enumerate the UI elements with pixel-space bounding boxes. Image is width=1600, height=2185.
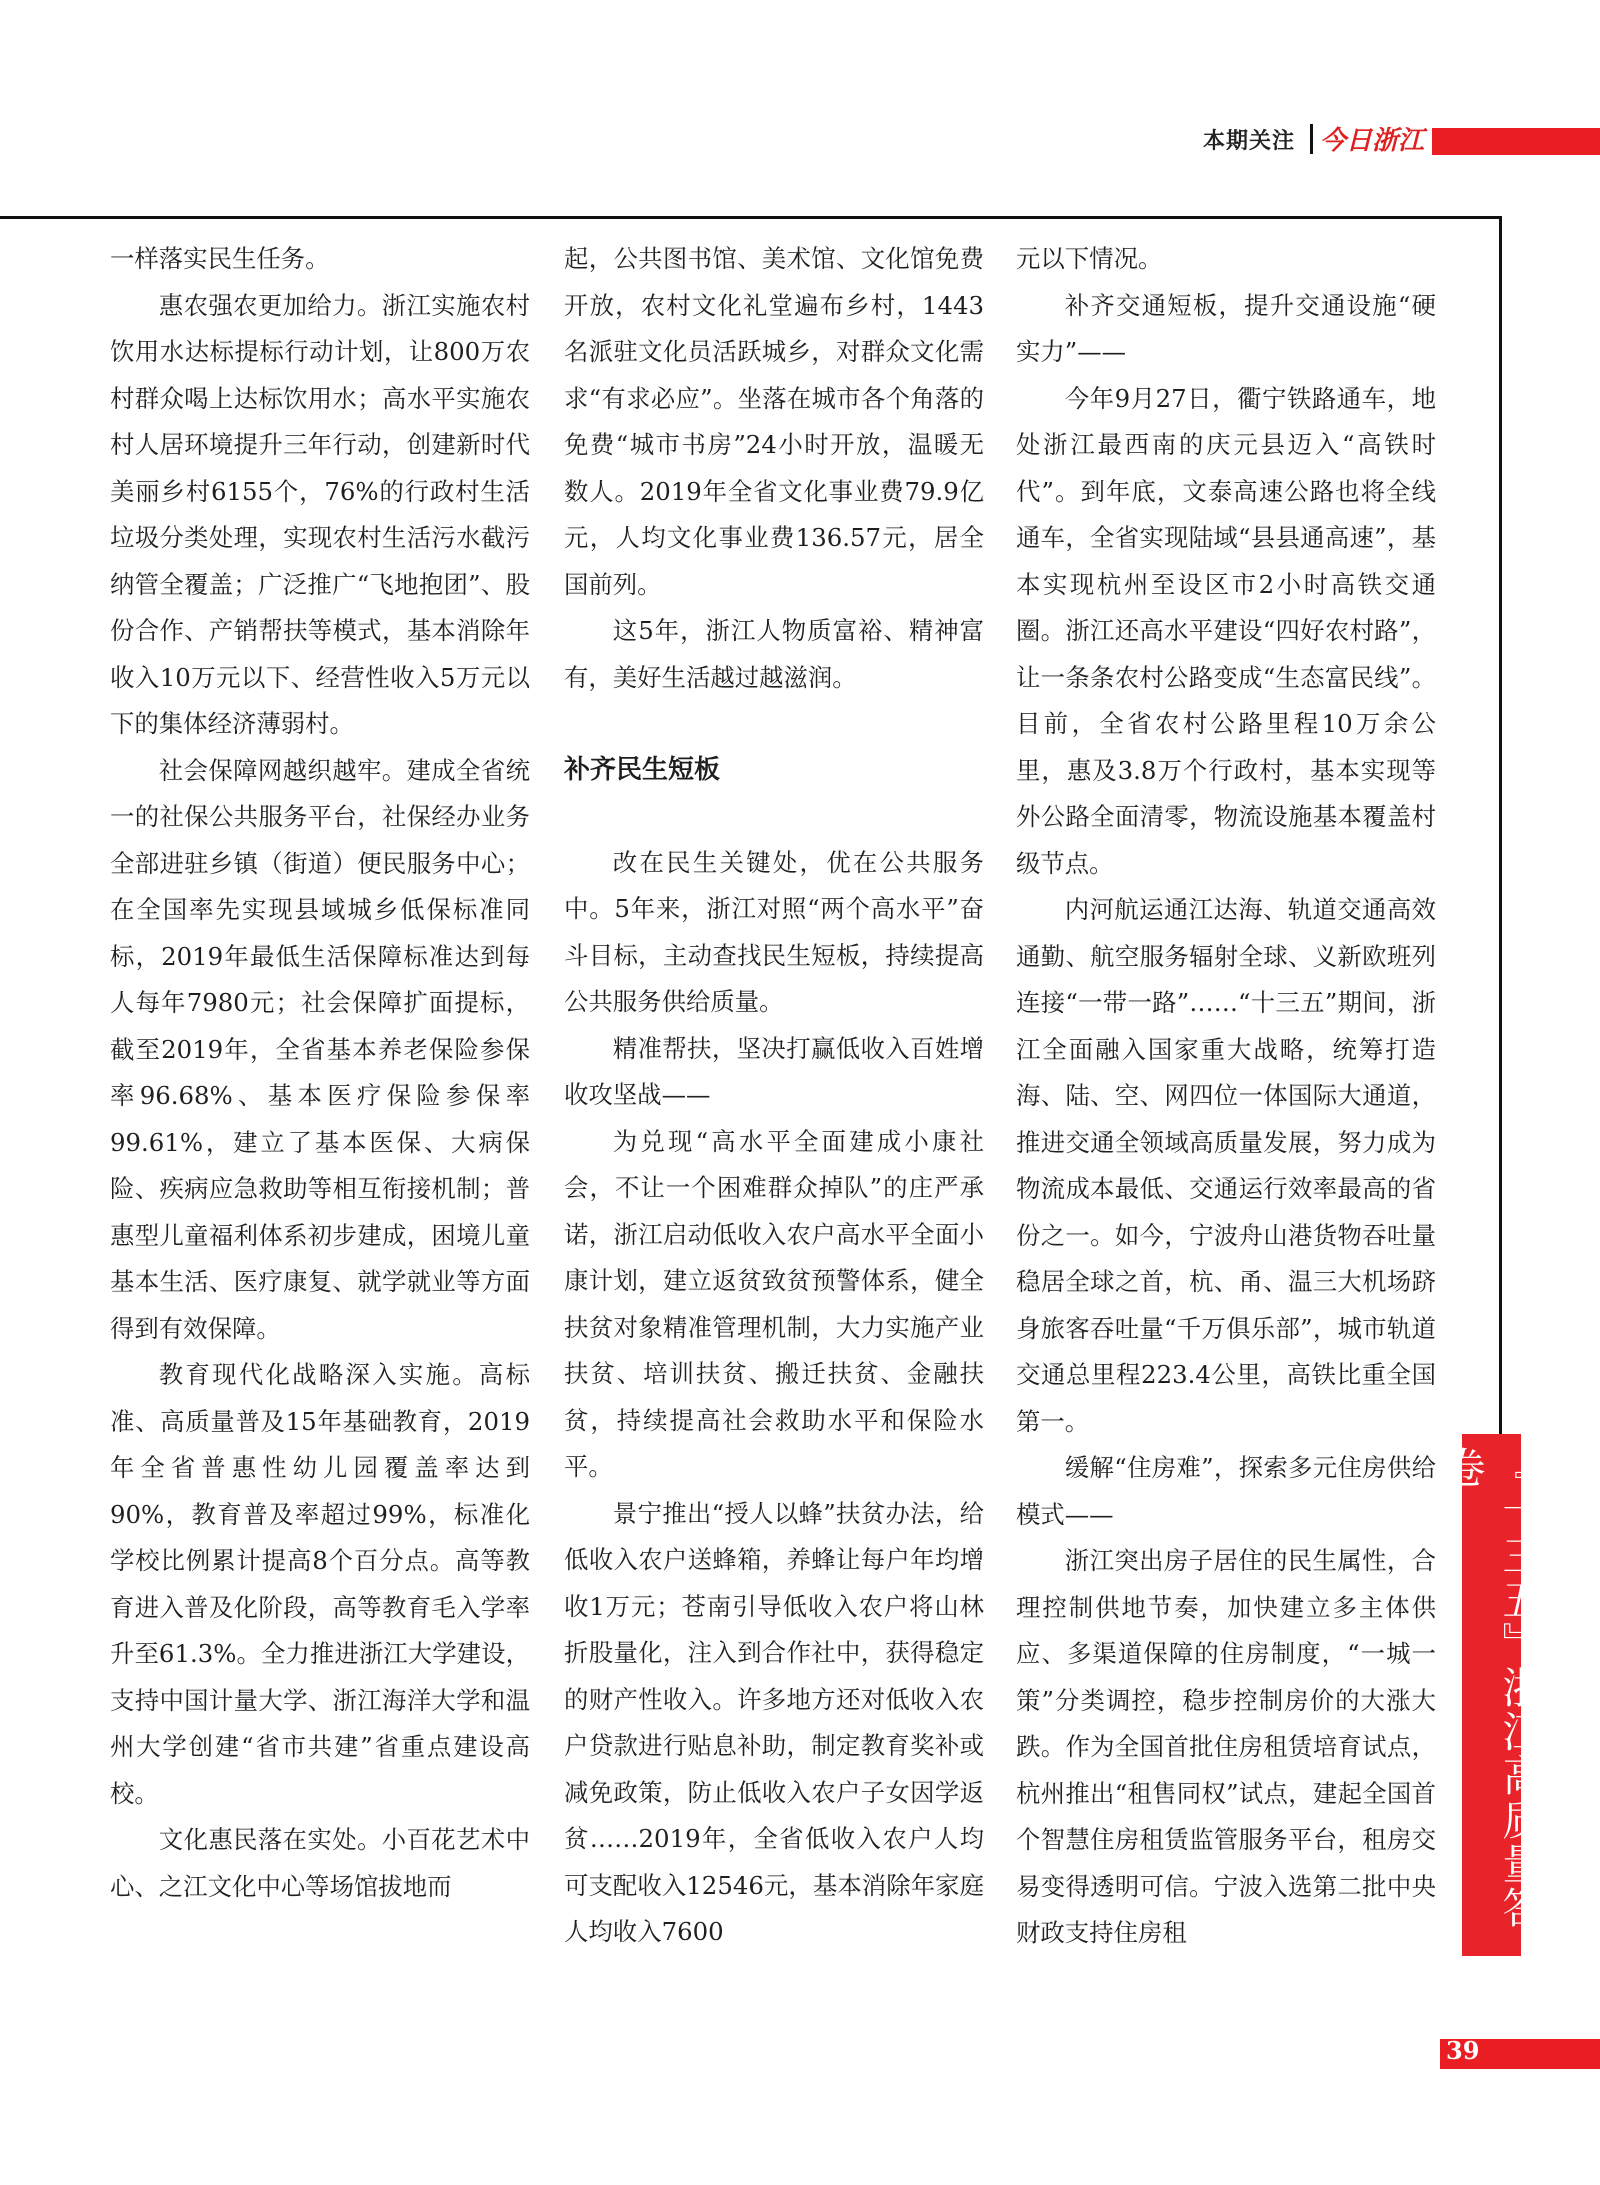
paragraph: 缓解“住房难”，探索多元住房供给模式——: [1016, 1453, 1436, 1529]
series-side-tab: [1437, 1434, 1546, 1956]
paragraph: 元以下情况。: [1016, 244, 1163, 273]
paragraph: 社会保障网越织越牢。建成全省统一的社保公共服务平台，社保经办业务全部进驻乡镇（街道）便民服务中心；在全国率先实现县域城乡低保标准同标，2019年最低生活保障标准达到每人每年7980元；社会保障扩面提标，截至2019年，全省基本养老保险参保率96.68%、基本医疗保险参保率99.61%，建立了基本医保、大病保险、疾病应急救助等相互衔接机制；普惠型儿童福利体系初步建成，困境儿童基本生活、医疗康复、就学就业等方面得到有效保障。: [110, 755, 530, 1343]
paragraph: 浙江突出房子居住的民生属性，合理控制供地节奏，加快建立多主体供应、多渠道保障的住房制度，“一城一策”分类调控，稳步控制房价的大涨大跌。作为全国首批住房租赁培育试点，杭州推出“租售同权”试点，建起全国首个智慧住房租赁监管服务平台，租房交易变得透明可信。宁波入选第二批中央财政支持住房租: [1016, 1546, 1436, 1947]
paragraph: 景宁推出“授人以蜂”扶贫办法，给低收入农户送蜂箱，养蜂让每户年均增收1万元；苍南引导低收入农户将山林折股量化，注入到合作社中，获得稳定的财产性收入。许多地方还对低收入农户贷款进行贴息补助，制定教育奖补或减免政策，防止低收入农户子女因学返贫……2019年，全省低收入农户人均可支配收入12546元，基本消除年家庭人均收入7600: [564, 1498, 984, 1946]
top-rule: [0, 216, 1502, 219]
magazine-brand-logo: 今日浙江: [1320, 126, 1425, 156]
spacer: [564, 701, 984, 747]
text-column-2: [564, 236, 984, 1956]
right-rule: [1499, 216, 1502, 1452]
header-separator: [1310, 124, 1313, 154]
paragraph: 教育现代化战略深入实施。高标准、高质量普及15年基础教育，2019年全省普惠性幼儿园覆盖率达到90%，教育普及率超过99%，标准化学校比例累计提高8个百分点。高等教育进入普及化阶段，高等教育毛入学率升至61.3%。全力推进浙江大学建设，支持中国计量大学、浙江海洋大学和温州大学创建“省市共建”省重点建设高校。: [110, 1360, 530, 1808]
header-red-bar: [1432, 128, 1600, 155]
paragraph: 补齐交通短板，提升交通设施“硬实力”——: [1016, 290, 1436, 366]
paragraph: 起，公共图书馆、美术馆、文化馆免费开放，农村文化礼堂遍布乡村，1443名派驻文化员活跃城乡，对群众文化需求“有求必应”。坐落在城市各个角落的免费“城市书房”24小时开放，温暖无数人。2019年全省文化事业费79.9亿元，人均文化事业费136.57元，居全国前列。: [564, 244, 984, 599]
paragraph: 改在民生关键处，优在公共服务中。5年来，浙江对照“两个高水平”奋斗目标，主动查找民生短板，持续提高公共服务供给质量。: [564, 847, 984, 1016]
paragraph: 今年9月27日，衢宁铁路通车，地处浙江最西南的庆元县迈入“高铁时代”。到年底，文泰高速公路也将全线通车，全省实现陆域“县县通高速”，基本实现杭州至设区市2小时高铁交通圈。浙江还高水平建设“四好农村路”，让一条条农村公路变成“生态富民线”。目前，全省农村公路里程10万余公里，惠及3.8万个行政村，基本实现等外公路全面清零，物流设施基本覆盖村级节点。: [1016, 383, 1436, 878]
paragraph: 惠农强农更加给力。浙江实施农村饮用水达标提标行动计划，让800万农村群众喝上达标饮用水；高水平实施农村人居环境提升三年行动，创建新时代美丽乡村6155个，76%的行政村生活垃圾分类处理，实现农村生活污水截污纳管全覆盖；广泛推广“飞地抱团”、股份合作、产销帮扶等模式，基本消除年收入10万元以下、经营性收入5万元以下的集体经济薄弱村。: [110, 290, 530, 738]
section-heading: 补齐民生短板: [564, 755, 721, 785]
section-label: 本期关注: [1203, 129, 1296, 154]
paragraph: 一样落实民生任务。: [110, 244, 330, 273]
paragraph: 精准帮扶，坚决打赢低收入百姓增收攻坚战——: [564, 1033, 984, 1109]
spacer: [564, 794, 984, 840]
text-column-1: [110, 236, 530, 1910]
text-column-3: [1016, 236, 1436, 1957]
series-title: 『十三五』浙江高质量答卷: [1437, 1446, 1546, 1930]
page-number: 39: [1446, 2036, 1480, 2065]
paragraph: 为兑现“高水平全面建成小康社会，不让一个困难群众掉队”的庄严承诺，浙江启动低收入农户高水平全面小康计划，建立返贫致贫预警体系，健全扶贫对象精准管理机制，大力实施产业扶贫、培训扶贫、搬迁扶贫、金融扶贫，持续提高社会救助水平和保险水平。: [564, 1126, 984, 1481]
paragraph: 内河航运通江达海、轨道交通高效通勤、航空服务辐射全球、义新欧班列连接“一带一路”……“十三五”期间，浙江全面融入国家重大战略，统筹打造海、陆、空、网四位一体国际大通道，推进交通全领域高质量发展，努力成为物流成本最低、交通运行效率最高的省份之一。如今，宁波舟山港货物吞吐量稳居全球之首，杭、甬、温三大机场跻身旅客吞吐量“千万俱乐部”，城市轨道交通总里程223.4公里，高铁比重全国第一。: [1016, 895, 1436, 1436]
paragraph: 文化惠民落在实处。小百花艺术中心、之江文化中心等场馆拔地而: [110, 1825, 530, 1901]
paragraph: 这5年，浙江人物质富裕、精神富有，美好生活越过越滋润。: [564, 616, 984, 692]
